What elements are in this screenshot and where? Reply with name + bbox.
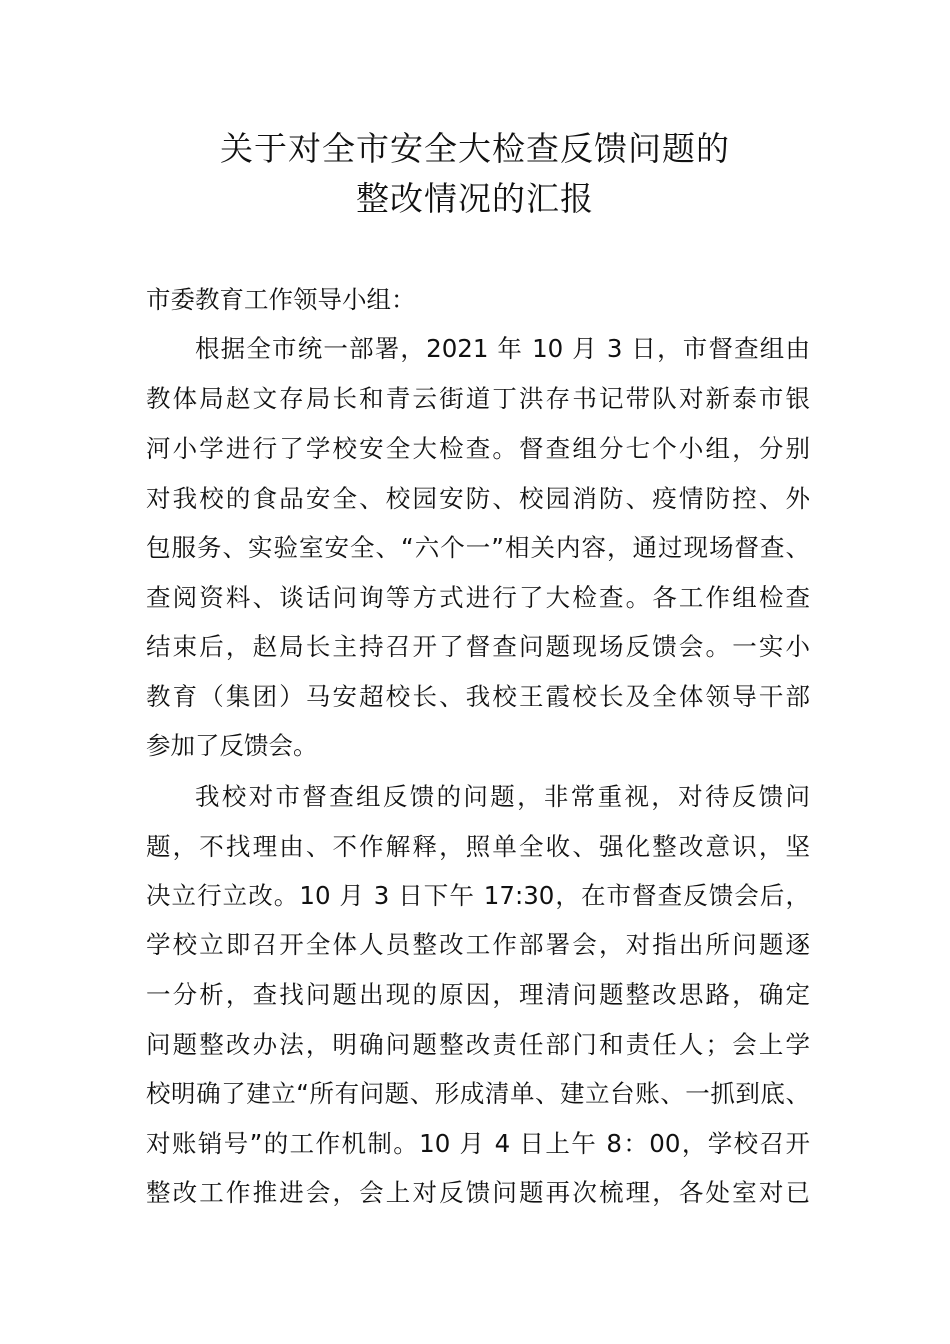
paragraph-line: 教体局赵文存局长和青云街道丁洪存书记带队对新泰市银	[146, 384, 810, 413]
paragraph-line: 查阅资料、谈话问询等方式进行了大检查。各工作组检查	[146, 583, 810, 612]
paragraph-line: 题，不找理由、不作解释，照单全收、强化整改意识，坚	[146, 832, 810, 861]
paragraph-line: 问题整改办法，明确问题整改责任部门和责任人；会上学	[146, 1030, 810, 1059]
paragraph-line: 包服务、实验室安全、“六个一”相关内容，通过现场督查、	[146, 533, 810, 562]
document-title	[0, 124, 950, 224]
paragraph-line: 对账销号”的工作机制。10 月 4 日上午 8：00，学校召开	[146, 1129, 810, 1158]
paragraph-line: 我校对市督查组反馈的问题，非常重视，对待反馈问	[195, 782, 810, 811]
paragraph-line: 学校立即召开全体人员整改工作部署会，对指出所问题逐	[146, 930, 810, 959]
paragraph-line: 教育（集团）马安超校长、我校王霞校长及全体领导干部	[146, 682, 810, 711]
paragraph-line: 对我校的食品安全、校园安防、校园消防、疫情防控、外	[146, 484, 810, 513]
paragraph-line: 一分析，查找问题出现的原因，理清问题整改思路，确定	[146, 980, 810, 1009]
paragraph-line: 整改工作推进会，会上对反馈问题再次梳理，各处室对已	[146, 1178, 810, 1207]
paragraph-line: 结束后，赵局长主持召开了督查问题现场反馈会。一实小	[146, 632, 810, 661]
paragraph-line: 根据全市统一部署，2021 年 10 月 3 日，市督查组由	[195, 334, 810, 363]
paragraph-line: 参加了反馈会。	[146, 731, 318, 760]
paragraph-line: 决立行立改。10 月 3 日下午 17:30，在市督查反馈会后，	[146, 881, 810, 910]
paragraph-line: 校明确了建立“所有问题、形成清单、建立台账、一抓到底、	[146, 1079, 810, 1108]
title-line-1: 关于对全市安全大检查反馈问题的	[220, 129, 730, 168]
salutation: 市委教育工作领导小组：	[146, 285, 416, 314]
paragraph-line: 河小学进行了学校安全大检查。督查组分七个小组，分别	[146, 434, 810, 463]
title-line-2: 整改情况的汇报	[356, 179, 594, 218]
